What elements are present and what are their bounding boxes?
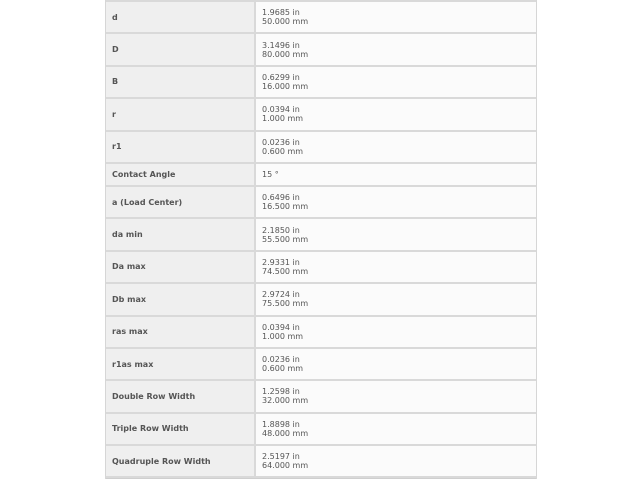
spec-value bbox=[256, 284, 536, 314]
spec-value bbox=[256, 132, 536, 162]
value-inches: 0.0394 in bbox=[262, 322, 300, 332]
table-row-triple-row-width bbox=[106, 414, 536, 446]
value-millimeters: 1.000 mm bbox=[262, 331, 304, 341]
spec-value bbox=[256, 187, 536, 217]
spec-value bbox=[256, 252, 536, 282]
table-row-load-center bbox=[106, 187, 536, 219]
value-inches: 1.8898 in bbox=[262, 419, 300, 429]
table-row-double-row-width bbox=[106, 381, 536, 413]
value-inches: 2.1850 in bbox=[262, 225, 300, 235]
spec-value bbox=[256, 99, 536, 129]
value-inches: 1.2598 in bbox=[262, 387, 300, 397]
value-millimeters: 16.000 mm bbox=[262, 81, 309, 91]
value-millimeters: 80.000 mm bbox=[262, 49, 309, 59]
spec-value bbox=[256, 2, 536, 32]
spec-value bbox=[256, 381, 536, 411]
table-row-r1 bbox=[106, 132, 536, 164]
value-inches: 2.9331 in bbox=[262, 257, 300, 267]
spec-value bbox=[256, 67, 536, 97]
value-millimeters: 64.000 mm bbox=[262, 461, 309, 471]
table-row-r bbox=[106, 99, 536, 131]
spec-label: Triple Row Width bbox=[106, 414, 256, 444]
value-degrees: 15 ° bbox=[262, 169, 279, 179]
value-millimeters: 16.500 mm bbox=[262, 202, 309, 212]
value-millimeters: 0.600 mm bbox=[262, 146, 304, 156]
table-row-ras-max bbox=[106, 317, 536, 349]
spec-label: Double Row Width bbox=[106, 381, 256, 411]
value-inches: 1.9685 in bbox=[262, 8, 300, 18]
value-inches: 0.6496 in bbox=[262, 193, 300, 203]
value-millimeters: 48.000 mm bbox=[262, 428, 309, 438]
value-millimeters: 55.500 mm bbox=[262, 234, 309, 244]
spec-label: D bbox=[106, 34, 256, 64]
spec-label: B bbox=[106, 67, 256, 97]
spec-label: Da max bbox=[106, 252, 256, 282]
value-inches: 0.0236 in bbox=[262, 355, 300, 365]
spec-value bbox=[256, 446, 536, 476]
table-row-Da-max bbox=[106, 252, 536, 284]
spec-label: Quadruple Row Width bbox=[106, 446, 256, 476]
table-row-Db-max bbox=[106, 284, 536, 316]
value-millimeters: 1.000 mm bbox=[262, 114, 304, 124]
value-inches: 0.6299 in bbox=[262, 72, 300, 82]
spec-value bbox=[256, 317, 536, 347]
table-row-D bbox=[106, 34, 536, 66]
value-inches: 0.0236 in bbox=[262, 137, 300, 147]
spec-label: Contact Angle bbox=[106, 164, 256, 185]
spec-value bbox=[256, 349, 536, 379]
value-millimeters: 75.500 mm bbox=[262, 299, 309, 309]
table-row-da-min bbox=[106, 219, 536, 251]
spec-label: r bbox=[106, 99, 256, 129]
value-inches: 2.9724 in bbox=[262, 290, 300, 300]
spec-label: a (Load Center) bbox=[106, 187, 256, 217]
spec-label: ras max bbox=[106, 317, 256, 347]
spec-label: r1as max bbox=[106, 349, 256, 379]
value-millimeters: 0.600 mm bbox=[262, 364, 304, 374]
value-inches: 2.5197 in bbox=[262, 452, 300, 462]
spec-value bbox=[256, 34, 536, 64]
value-inches: 3.1496 in bbox=[262, 40, 300, 50]
spec-value bbox=[256, 414, 536, 444]
table-row-B bbox=[106, 67, 536, 99]
spec-value bbox=[256, 164, 536, 185]
spec-label: Db max bbox=[106, 284, 256, 314]
value-millimeters: 50.000 mm bbox=[262, 17, 309, 27]
value-millimeters: 74.500 mm bbox=[262, 266, 309, 276]
table-row-quadruple-row-width bbox=[106, 446, 536, 478]
table-row-contact-angle bbox=[106, 164, 536, 187]
spec-label: r1 bbox=[106, 132, 256, 162]
specifications-table bbox=[105, 0, 537, 479]
spec-label: d bbox=[106, 2, 256, 32]
table-row-r1as-max bbox=[106, 349, 536, 381]
value-millimeters: 32.000 mm bbox=[262, 396, 309, 406]
spec-value bbox=[256, 219, 536, 249]
table-row-d bbox=[106, 2, 536, 34]
spec-label: da min bbox=[106, 219, 256, 249]
table-bottom-border bbox=[106, 478, 536, 479]
value-inches: 0.0394 in bbox=[262, 105, 300, 115]
